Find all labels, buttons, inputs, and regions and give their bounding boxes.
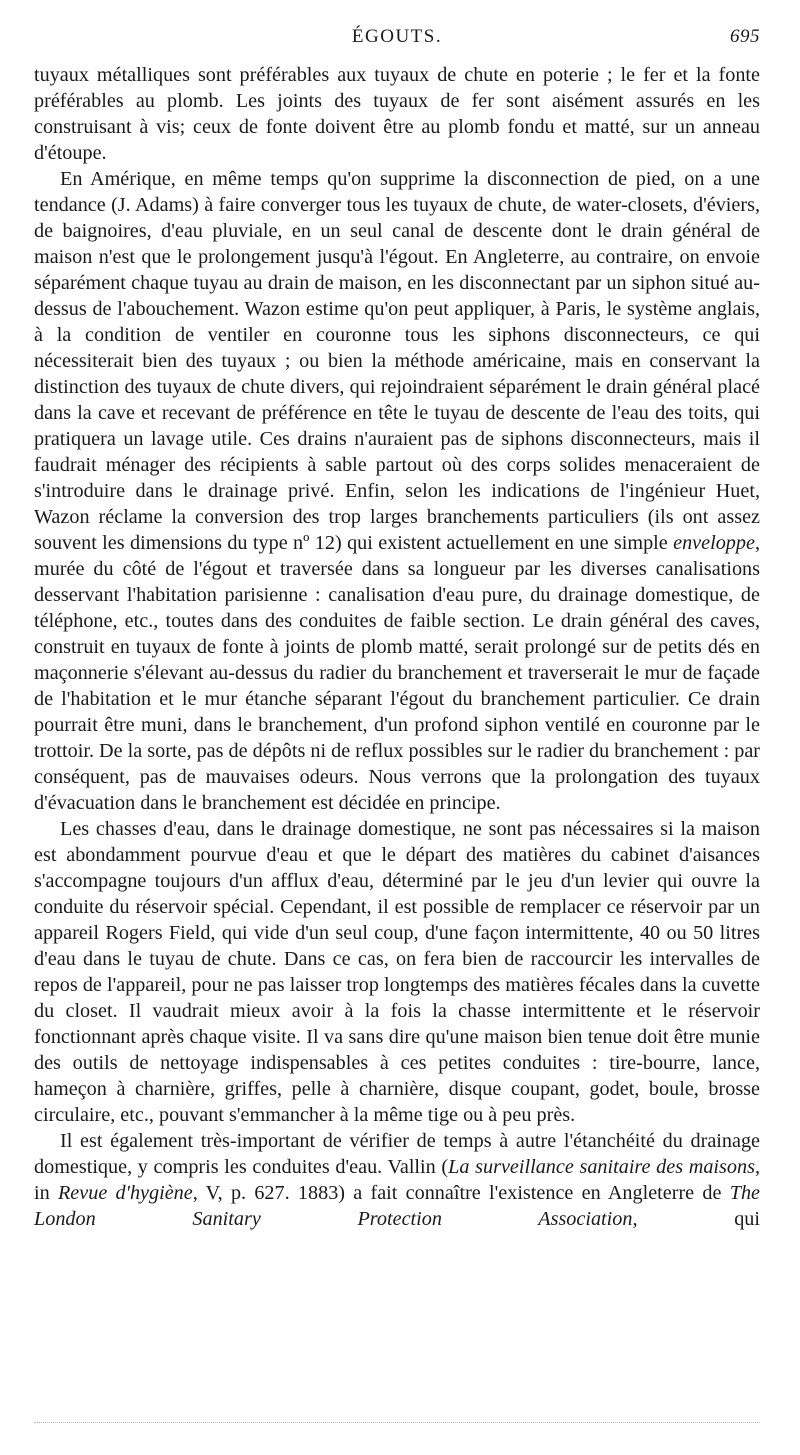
text-run: Il est également très-important de vérifier de temps à autre l'étanchéité du drainage domestique, y compris les conduites d'eau. Vallin ( <box>34 1130 760 1178</box>
body-text <box>34 62 760 1232</box>
emphasis-text: Revue d'hygiène <box>57 1182 193 1204</box>
text-run: , qui <box>632 1208 760 1230</box>
paragraph <box>34 62 760 166</box>
text-run: , murée du côté de l'égout et traversée dans sa longueur par les diverses canalisations desservant l'habitation parisienne : canalisation d'eau pure, du drainage domestique, de téléphone, etc., toutes dans des conduites de faible section. Le drain général des caves, construit en tuyaux de fonte à joints de plomb matté, serait prolongé sur de petits dés en maçonnerie s'élevant au-dessus du radier du branchement et traverserait le mur de façade de l'habitation et le mur étanche séparant l'égout du branchement particulier. Ce drain pourrait être muni, dans le branchement, d'un profond siphon ventilé en couronne par le trottoir. De la sorte, pas de dépôts ni de reflux possibles sur le radier du branchement : par conséquent, pas de mauvaises odeurs. Nous verrons que la prolongation des tuyaux d'évacuation dans le branchement est décidée en principe. <box>34 532 760 814</box>
text-run: , V, p. 627. 1883) a fait connaître l'existence en Angleterre de <box>192 1182 730 1204</box>
text-run: , in <box>34 1156 760 1204</box>
page-number: 695 <box>730 26 760 47</box>
paragraph <box>34 1128 760 1232</box>
text-run: Les chasses d'eau, dans le drainage domestique, ne sont pas nécessaires si la maison est abondamment pourvue d'eau et que le départ des matières du cabinet d'aisances s'accompagne toujours d'un afflux d'eau, déterminé par le jeu d'un levier qui ouvre la conduite du réservoir spécial. Cependant, il est possible de remplacer ce réservoir par un appareil Rogers Field, qui vide d'un seul coup, d'une façon intermittente, 40 ou 50 litres d'eau dans le tuyau de chute. Dans ce cas, on fera bien de raccourcir les intervalles de repos de l'appareil, pour ne pas laisser trop longtemps des matières fécales dans la cuvette du closet. Il vaudrait mieux avoir à la fois la chasse intermittente et le réservoir fonctionnant après chaque visite. Il va sans dire qu'une maison bien tenue doit être munie des outils de nettoyage indispensables à ces petites conduites : tire-bourre, lance, hameçon à charnière, griffes, pelle à charnière, disque coupant, godet, boule, brosse circulaire, etc., pouvant s'emmancher à la même tige ou à peu près. <box>34 818 760 1126</box>
emphasis-text: The London Sanitary Protection Association <box>34 1182 760 1230</box>
text-run: tuyaux métalliques sont préférables aux tuyaux de chute en poterie ; le fer et la fonte préférables au plomb. Les joints des tuyaux de fer sont aisément assurés en les construisant à vis; ceux de fonte doivent être au plomb fondu et matté, sur un anneau d'étoupe. <box>34 64 760 164</box>
emphasis-text: La surveillance sanitaire des maisons <box>448 1156 755 1178</box>
text-run: En Amérique, en même temps qu'on supprime la disconnection de pied, on a une tendance (J. Adams) à faire converger tous les tuyaux de chute, de water-closets, d'éviers, de baignoires, d'eau pluviale, en un seul canal de descente dont le drain général de maison n'est que le prolongement jusqu'à l'égout. En Angleterre, au contraire, on envoie séparément chaque tuyau au drain de maison, en les disconnectant par un siphon situé au-dessus de l'abouchement. Wazon estime qu'on peut appliquer, à Paris, le système anglais, à la condition de ventiler en couronne tous les siphons disconnecteurs, ce qui nécessiterait bien des tuyaux ; ou bien la méthode américaine, mais en conservant la distinction des tuyaux de chute divers, qui rejoindraient séparément le drain général placé dans la cave et recevant de préférence en tête le tuyau de descente de l'eau des toits, qui pratiquera un lavage utile. Ces drains n'auraient pas de siphons disconnecteurs, mais il faudrait ménager des récipients à sable partout où des corps solides menaceraient de s'introduire dans le drainage privé. Enfin, selon les indications de l'ingénieur Huet, Wazon réclame la conversion des trop larges branchements particuliers (ils ont assez souvent les dimensions du type nº 12) qui existent actuellement en une simple <box>34 168 760 554</box>
running-header <box>34 22 760 62</box>
document-page <box>34 22 760 1232</box>
paragraph <box>34 816 760 1128</box>
running-title: ÉGOUTS. <box>351 26 443 47</box>
emphasis-text: enveloppe <box>673 532 755 554</box>
scan-artifact-line <box>34 1416 760 1423</box>
paragraph <box>34 166 760 816</box>
